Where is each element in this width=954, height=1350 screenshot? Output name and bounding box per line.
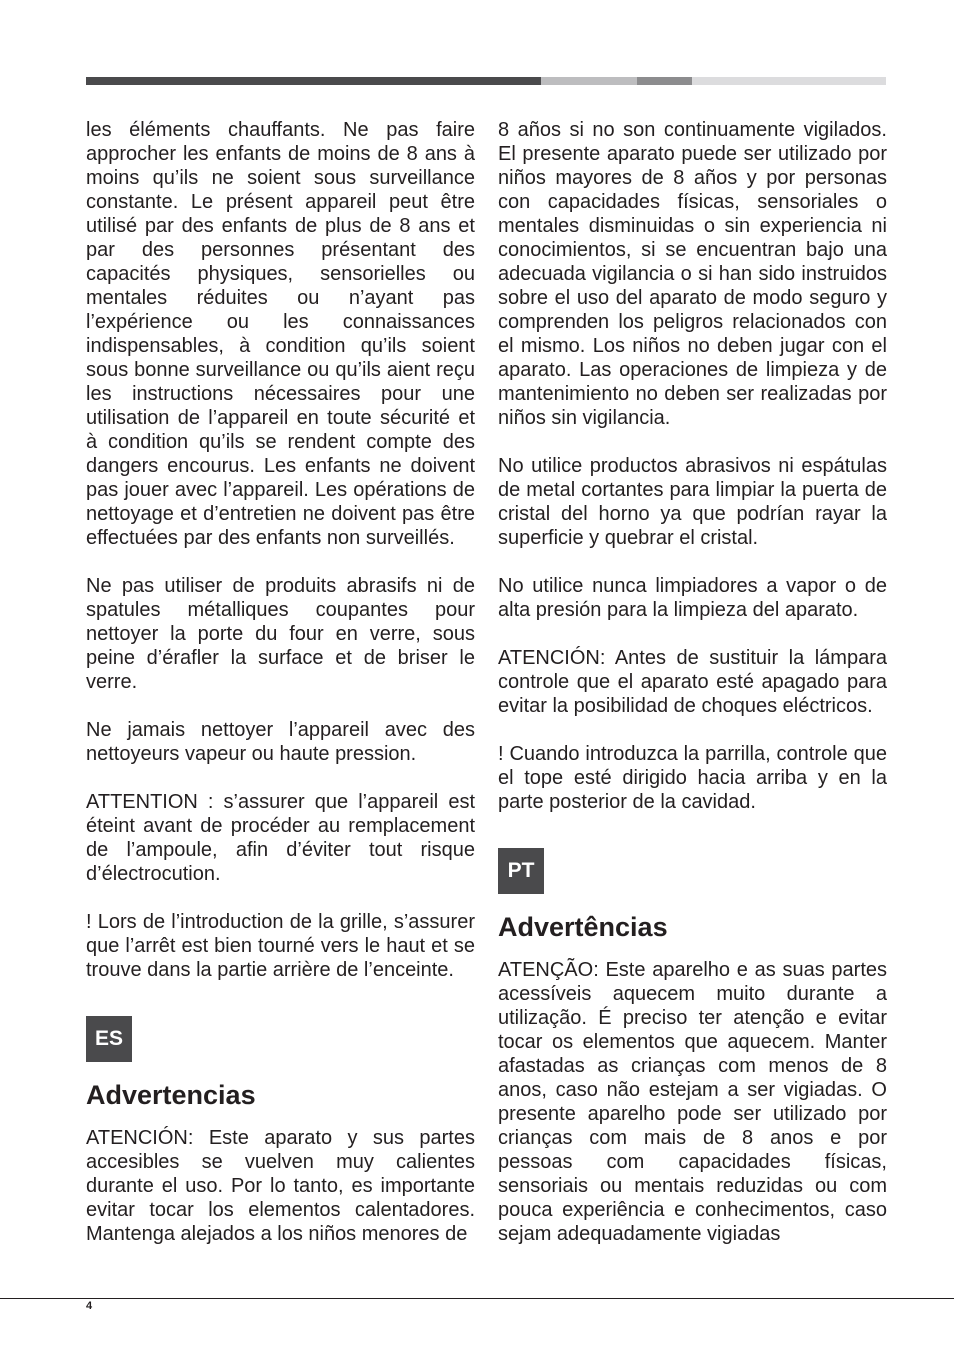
paragraph-fr-bulb-attention: ATTENTION : s’assurer que l’appareil est éteint avant de procéder au remplacement de l’ampoule, afin d’éviter tout risque d’électrocution.	[86, 791, 475, 885]
page-number: 4	[86, 1300, 93, 1312]
header-bar	[86, 77, 886, 85]
footer-divider	[0, 1298, 954, 1299]
language-badge-es: ES	[86, 1016, 132, 1062]
paragraph-es-lamp-attention: ATENCIÓN: Antes de sustituir la lámpara controle que el aparato esté apagado para evitar la posibilidad de choques eléctricos.	[498, 647, 887, 717]
paragraph-es-intro: ATENCIÓN: Este aparato y sus partes accesibles se vuelven muy calientes durante el uso. Por lo tanto, es importante evitar tocar los elementos calentadores. Mantenga alejados a los niños menores de	[86, 1127, 475, 1245]
paragraph-es-steam-cleaners: No utilice nunca limpiadores a vapor o de alta presión para la limpieza del aparato.	[498, 575, 887, 621]
paragraph-es-abrasives: No utilice productos abrasivos ni espátulas de metal cortantes para limpiar la puerta de cristal del horno ya que podrían rayar la superficie y quebrar el cristal.	[498, 455, 887, 549]
paragraph-pt-intro: ATENÇÃO: Este aparelho e as suas partes acessíveis aquecem muito durante a utilização. É preciso ter atenção e evitar tocar os elementos que aquecem. Manter afastadas as crianças com menos de 8 anos, caso não estejam a ser vigiadas. O presente aparelho pode ser utilizado por crianças com mais de 8 anos e por pessoas com capacidades físicas, sensoriais ou mentais reduzidas ou com pouca experiência e conhecimentos, caso sejam adequadamente vigiadas	[498, 959, 887, 1245]
paragraph-fr-children-safety: les éléments chauffants. Ne pas faire approcher les enfants de moins de 8 ans à moins qu’ils ne soient sous surveillance constante. Le présent appareil peut être utilisé par des enfants de plus de 8 ans et par des personnes présentant des capacités physiques, sensorielles ou mentales réduites ou n’ayant pas l’expérience ou les connaissances indispensables, à condition qu’ils soient sous bonne surveillance ou qu’ils aient reçu les instructions nécessaires pour une utilisation de l’appareil en toute sécurité et à condition qu’ils se rendent compte des dangers encourus. Les enfants ne doivent pas jouer avec l’appareil. Les opérations de nettoyage et d’entretien ne doivent pas être effectuées par des enfants non surveillés.	[86, 119, 475, 549]
right-column	[498, 118, 887, 1246]
paragraph-fr-abrasives: Ne pas utiliser de produits abrasifs ni de spatules métalliques coupantes pour nettoyer la porte du four en verre, sous peine d’érafler la surface et de briser le verre.	[86, 575, 475, 693]
paragraph-es-children-safety: 8 años si no son continuamente vigilados. El presente aparato puede ser utilizado por niños mayores de 8 años y por personas con capacidades físicas, sensoriales o mentales disminuidas o sin experiencia ni conocimientos, si se encuentran bajo una adecuada vigilancia o si han sido instruidos sobre el uso del aparato de modo seguro y comprenden los peligros relacionados con el mismo. Los niños no deben jugar con el aparato. Las operaciones de limpieza y de mantenimiento no deben ser realizadas por niños sin vigilancia.	[498, 119, 887, 429]
header-bar-dark-segment	[86, 77, 541, 85]
section-title-es: Advertencias	[86, 1080, 256, 1110]
paragraph-fr-grille: ! Lors de l’introduction de la grille, s’assurer que l’arrêt est bien tourné vers le haut et se trouve dans la partie arrière de l’enceinte.	[86, 911, 475, 981]
section-title-pt: Advertências	[498, 912, 668, 942]
header-bar-light-segment	[541, 77, 637, 85]
language-badge-pt: PT	[498, 848, 544, 894]
header-bar-mid-segment	[637, 77, 692, 85]
paragraph-fr-steam-cleaners: Ne jamais nettoyer l’appareil avec des nettoyeurs vapeur ou haute pression.	[86, 719, 475, 765]
header-bar-pale-segment	[692, 77, 886, 85]
left-column	[86, 118, 475, 1246]
paragraph-es-grille: ! Cuando introduzca la parrilla, controle que el tope esté dirigido hacia arriba y en la parte posterior de la cavidad.	[498, 743, 887, 813]
